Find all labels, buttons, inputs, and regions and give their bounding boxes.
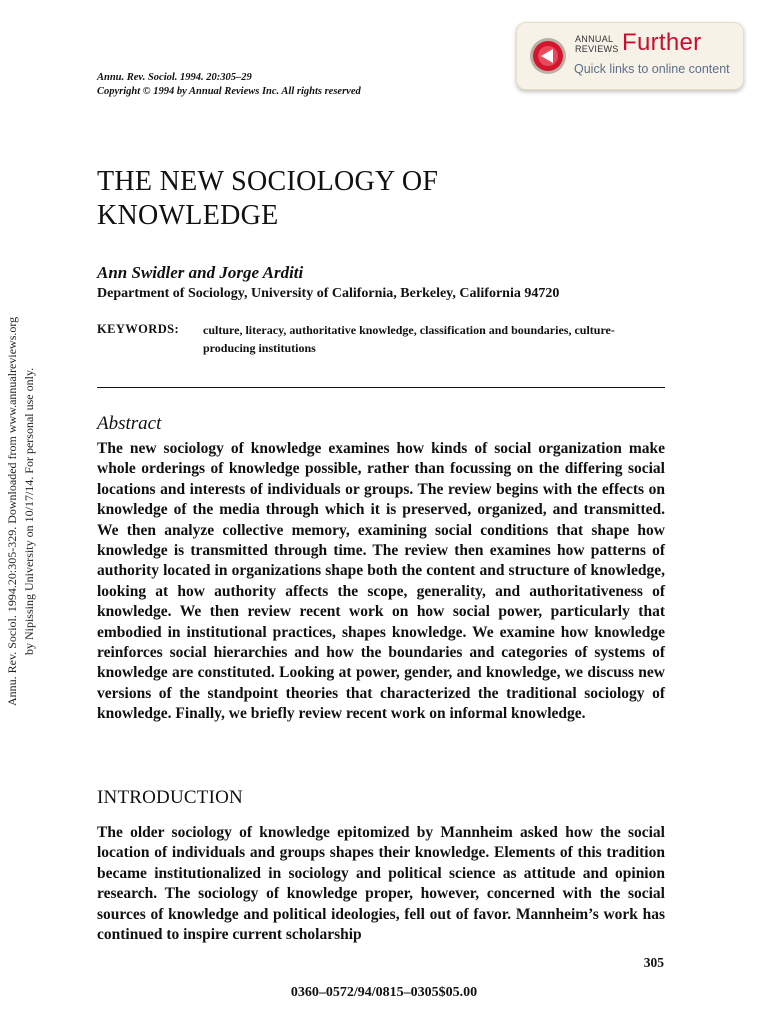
section-divider bbox=[97, 387, 665, 388]
download-notice: Annu. Rev. Sociol. 1994.20:305-329. Downloaded from www.annualreviews.org by Nipissing University on 10/17/14. For personal use only. bbox=[5, 316, 36, 706]
introduction-heading: INTRODUCTION bbox=[97, 787, 243, 808]
keywords-label: KEYWORDS: bbox=[97, 322, 180, 336]
affiliation: Department of Sociology, University of California, Berkeley, California 94720 bbox=[97, 286, 560, 301]
further-word: Further bbox=[622, 29, 702, 56]
play-logo-icon bbox=[529, 37, 567, 75]
keywords-list: culture, literacy, authoritative knowledge, classification and boundaries, culture-producing institutions bbox=[203, 323, 615, 355]
annual-reviews-label: ANNUAL REVIEWS bbox=[575, 34, 619, 54]
introduction-text: The older sociology of knowledge epitomized by Mannheim asked how the social location of individuals and groups shapes their knowledge. Elements of this tradition became institutionalized in sociology and political science as attitude and opinion research. The sociology of knowledge proper, however, concerned with the social sources of knowledge and political ideologies, fell out of favor. Mannheim’s work has continued to inspire current scholarship bbox=[97, 824, 665, 944]
further-subtitle: Quick links to online content bbox=[574, 62, 730, 76]
article-title: THE NEW SOCIOLOGY OF KNOWLEDGE bbox=[97, 166, 439, 231]
abstract-text: The new sociology of knowledge examines how kinds of social organization make whole orderings of knowledge possible, rather than focussing on the differing social locations and interests of individuals or groups. The review begins with the effects on knowledge of the media through which it is preserved, organized, and transmitted. We then analyze collective memory, examining social conditions that shape how knowledge is transmitted through time. The review then examines how patterns of authority located in organizations shape both the content and structure of knowledge, looking at how authority affects the scope, generality, and authoritativeness of knowledge. We then review recent work on how social power, particularly that embodied in institutional practices, shapes knowledge. We examine how knowledge reinforces social hierarchies and how the boundaries and categories of systems of knowledge are constituted. Looking at power, gender, and knowledge, we discuss new versions of the standpoint theories that characterized the traditional sociology of knowledge. Finally, we briefly review recent work on informal knowledge. bbox=[97, 440, 665, 723]
page-number: 305 bbox=[643, 955, 664, 970]
abstract-heading: Abstract bbox=[97, 413, 162, 434]
further-badge[interactable] bbox=[516, 22, 744, 90]
authors: Ann Swidler and Jorge Arditi bbox=[97, 263, 304, 282]
journal-citation: Annu. Rev. Sociol. 1994. 20:305–29 Copyright © 1994 by Annual Reviews Inc. All rights reserved bbox=[97, 72, 361, 97]
article-code: 0360–0572/94/0815–0305$05.00 bbox=[290, 985, 478, 1000]
